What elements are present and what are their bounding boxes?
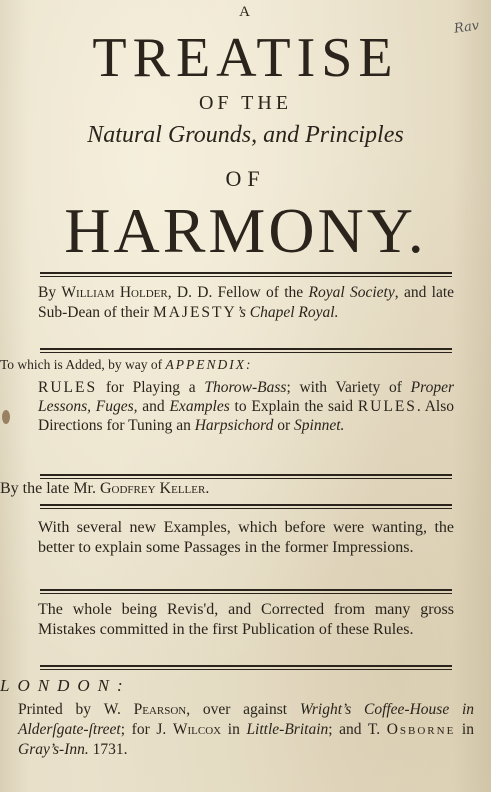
imprint-text [18,700,474,760]
text-run: for Playing a [97,379,205,396]
divider-rule [40,348,452,353]
text-run: ; for J. [120,721,173,738]
title-of: OF [225,166,266,191]
appendix-heading-prefix: To which is Added, by way of [0,357,166,372]
author-chapel: ’s Chapel Royal. [236,304,339,321]
title-harmony: HARMONY. [64,195,427,266]
title-of-the: OF THE [198,92,293,114]
author-statement [38,283,454,323]
thorow-bass: Thorow-Bass [204,379,287,396]
text-run: to Explain the said [229,398,358,415]
harpsichord: Harpsichord [194,417,274,434]
imprint-year: 1731. [88,741,128,758]
keller-prefix: By the late Mr. [0,480,100,497]
text-run: ; with Variety of [286,379,411,396]
author-and-late: , and late Sub-Dean of their [38,284,455,321]
bookseller-wilcox: Wilcox [172,721,222,738]
divider-rule [40,665,452,670]
author-royal-society: Royal Society [308,284,395,301]
author-majesty: MAJESTY [152,304,237,321]
rules-word: RULES [38,379,98,396]
title-natural-grounds: Natural Grounds, and Principles [87,122,404,148]
rules-word-2: RULES [357,398,417,415]
text-run: and [137,398,170,415]
appendix-heading-word: APPENDIX: [165,357,253,372]
text-run: . Also Directions for Tuning an [38,398,454,434]
author-by: By [38,284,62,301]
examples-word: Examples [169,398,230,415]
author-name: William Holder [61,284,168,301]
grays-inn: Gray’s-Inn. [18,741,89,758]
divider-rule [40,589,452,594]
divider-rule [40,474,452,479]
spinnet: Spinnet. [294,417,345,434]
proper-lessons: Proper Lessons, Fuges, [38,379,454,415]
wright: Wright [299,701,343,718]
divider-rule [40,504,452,509]
text-run: ; and T. [328,721,387,738]
appendix-heading [0,357,491,373]
coffee-house: ’s Coffee-House in Alderſgate-ſtreet [18,701,475,738]
keller-name: Godfrey Keller. [99,480,210,497]
text-run: Printed by [18,701,104,718]
little-britain: Little-Britain [246,721,329,738]
revised-note: The whole being Revis'd, and Corrected from many gross Mistakes committed in the first Publication of these Rules. [38,601,454,638]
author-degree: , D. D. Fellow of the [167,284,309,301]
appendix-rules-text [38,378,454,435]
title-article: A [239,4,252,20]
text-run: , over against [186,701,300,718]
manuscript-note: Rav [452,18,480,37]
text-run: or [273,417,295,434]
examples-note: With several new Examples, which before were wanting, the better to explain some Passages in the former Impressions. [38,519,454,556]
printer-pearson: W. Pearson [103,701,187,718]
ink-stain [2,410,10,424]
bookseller-osborne: Osborne [386,721,456,738]
imprint-city: LONDON: [0,676,131,695]
title-treatise: TREATISE [92,27,399,89]
keller-credit [0,480,491,498]
text-run: in [455,721,474,738]
divider-rule [40,272,452,277]
text-run: in [221,721,247,738]
